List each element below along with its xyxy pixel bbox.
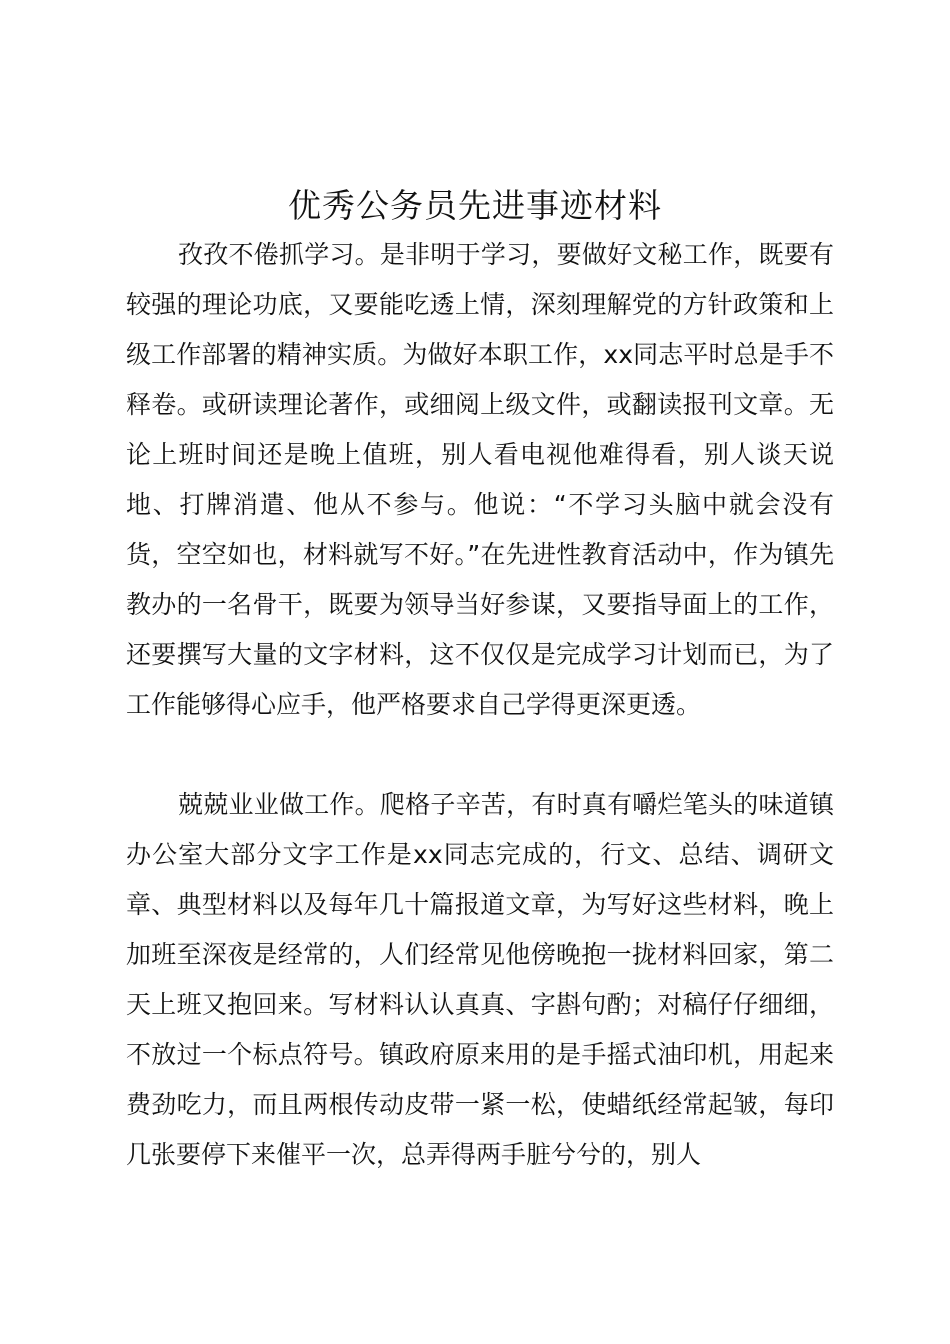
paragraph-study: 孜孜不倦抓学习。是非明于学习，要做好文秘工作，既要有较强的理论功底，又要能吃透上情，深刻理解党的方针政策和上级工作部署的精神实质。为做好本职工作，xx同志平时总是手不释卷。或研读理论著作，或细阅上级文件，或翻读报刊文章。无论上班时间还是晚上值班，别人看电视他难得看，别人谈天说地、打牌消遣、他从不参与。他说：“不学习头脑中就会没有货，空空如也，材料就写不好。”在先进性教育活动中，作为镇先教办的一名骨干，既要为领导当好参谋，又要指导面上的工作，还要撰写大量的文字材料，这不仅仅是完成学习计划而已，为了工作能够得心应手，他严格要求自己学得更深更透。 — [126, 240, 834, 719]
paragraph-work: 兢兢业业做工作。爬格子辛苦，有时真有嚼烂笔头的味道镇办公室大部分文字工作是xx同志完成的，行文、总结、调研文章、典型材料以及每年几十篇报道文章，为写好这些材料，晚上加班至深夜是经常的，人们经常见他傍晚抱一拢材料回家，第二天上班又抱回来。写材料认认真真、字斟句酌；对稿仔仔细细，不放过一个标点符号。镇政府原来用的是手摇式油印机，用起来费劲吃力，而且两根传动皮带一紧一松，使蜡纸经常起皱，每印几张要停下来催平一次，总弄得两手脏兮兮的，别人 — [126, 790, 834, 1169]
document-title: 优秀公务员先进事迹材料 — [288, 186, 662, 225]
